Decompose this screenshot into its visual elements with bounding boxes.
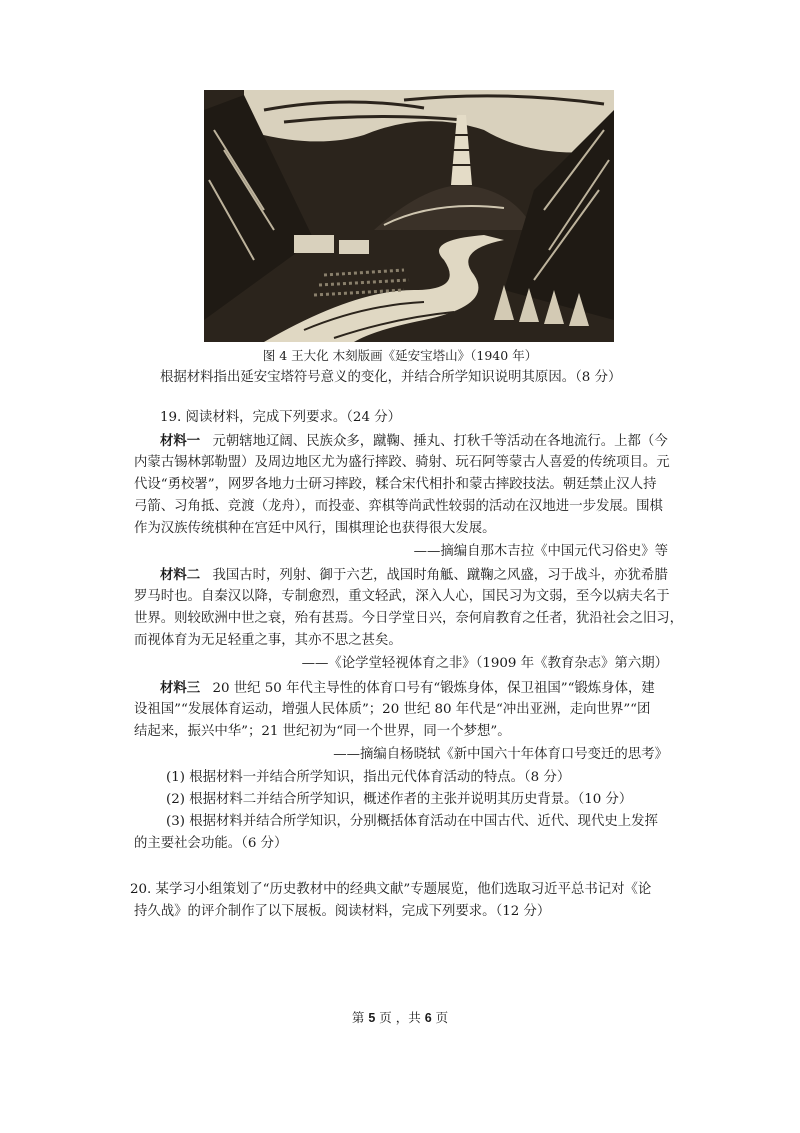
material-1-line-3: 代设“勇校署”，网罗各地力士研习摔跤，糅合宋代相扑和蒙古摔跤技法。朝廷禁止汉人持: [134, 477, 657, 492]
material-2-line-3: 世界。则较欧洲中世之衰，殆有甚焉。今日学堂日兴，奈何肩教育之任者，犹沿社会之旧习，: [134, 611, 684, 626]
material-3-line-3: 结起来，振兴中华”；21 世纪初为“同一个世界，同一个梦想”。: [134, 724, 511, 739]
material-1-line-4: 弓箭、习角抵、竞渡（龙舟），而投壶、弈棋等尚武性较弱的活动在汉地进一步发展。围棋: [134, 499, 663, 514]
page-total: 6: [424, 1011, 432, 1025]
material-1-source: ——摘编自那木吉拉《中国元代习俗史》等: [413, 544, 668, 559]
q18-question-text: 根据材料指出延安宝塔符号意义的变化，并结合所学知识说明其原因。（8 分）: [160, 370, 622, 385]
material-3-line-2: 设祖国”“发展体育运动，增强人民体质”；20 世纪 80 年代是“冲出亚洲，走向世界”“团: [134, 702, 651, 717]
q19-sub-3-cont: 的主要社会功能。（6 分）: [134, 836, 288, 851]
q20-line-2: 持久战》的评介制作了以下展板。阅读材料，完成下列要求。（12 分）: [134, 904, 551, 919]
material-2-source: ——《论学堂轻视体育之非》（1909 年《教育杂志》第六期）: [301, 656, 668, 671]
q19-sub-3: (3) 根据材料并结合所学知识，分别概括体育活动在中国古代、近代、现代史上发挥: [166, 814, 658, 829]
q20-line-1: 20. 某学习小组策划了“历史教材中的经典文献”专题展览，他们选取习近平总书记对《论: [130, 882, 652, 897]
material-1-label: 材料一: [160, 433, 201, 449]
material-2-label: 材料二: [160, 567, 201, 583]
page-number: 5: [368, 1011, 376, 1025]
page-footer: 第 5 页 ，共 6 页: [351, 1010, 449, 1025]
material-3-line-1: 材料三 20 世纪 50 年代主导性的体育口号有“锻炼身体，保卫祖国”“锻炼身体，建: [160, 680, 655, 696]
material-2-line-2: 罗马时也。自秦汉以降，专制愈烈，重文轻武，深入人心，国民习为文弱，至今以病夫名于: [134, 589, 670, 604]
material-3-source: ——摘编自杨晓轼《新中国六十年体育口号变迁的思考》: [333, 747, 668, 762]
woodcut-print-image: [204, 90, 614, 342]
material-1-line-1: 材料一 元朝辖地辽阔、民族众多，蹴鞠、捶丸、打秋千等活动在各地流行。上都（今: [160, 433, 668, 449]
q19-header: 19. 阅读材料，完成下列要求。（24 分）: [160, 410, 402, 425]
material-1-line-2: 内蒙古锡林郭勒盟）及周边地区尤为盛行摔跤、骑射、玩石阿等蒙古人喜爱的传统项目。元: [134, 455, 670, 470]
material-2-line-4: 而视体育为无足轻重之事，其亦不思之甚矣。: [134, 633, 402, 648]
material-1-line-5: 作为汉族传统棋种在宫廷中风行，围棋理论也获得很大发展。: [134, 521, 496, 536]
material-3-label: 材料三: [160, 680, 201, 696]
figure-caption: 图 4 王大化 木刻版画《延安宝塔山》（1940 年）: [262, 348, 538, 363]
material-2-line-1: 材料二 我国古时，列射、御于六艺，战国时角觝、蹴鞠之风盛，习于战斗，亦犹希腊: [160, 567, 668, 583]
q19-sub-2: (2) 根据材料二并结合所学知识，概述作者的主张并说明其历史背景。（10 分）: [166, 792, 633, 807]
q19-sub-1: (1) 根据材料一并结合所学知识，指出元代体育活动的特点。（8 分）: [166, 770, 571, 785]
